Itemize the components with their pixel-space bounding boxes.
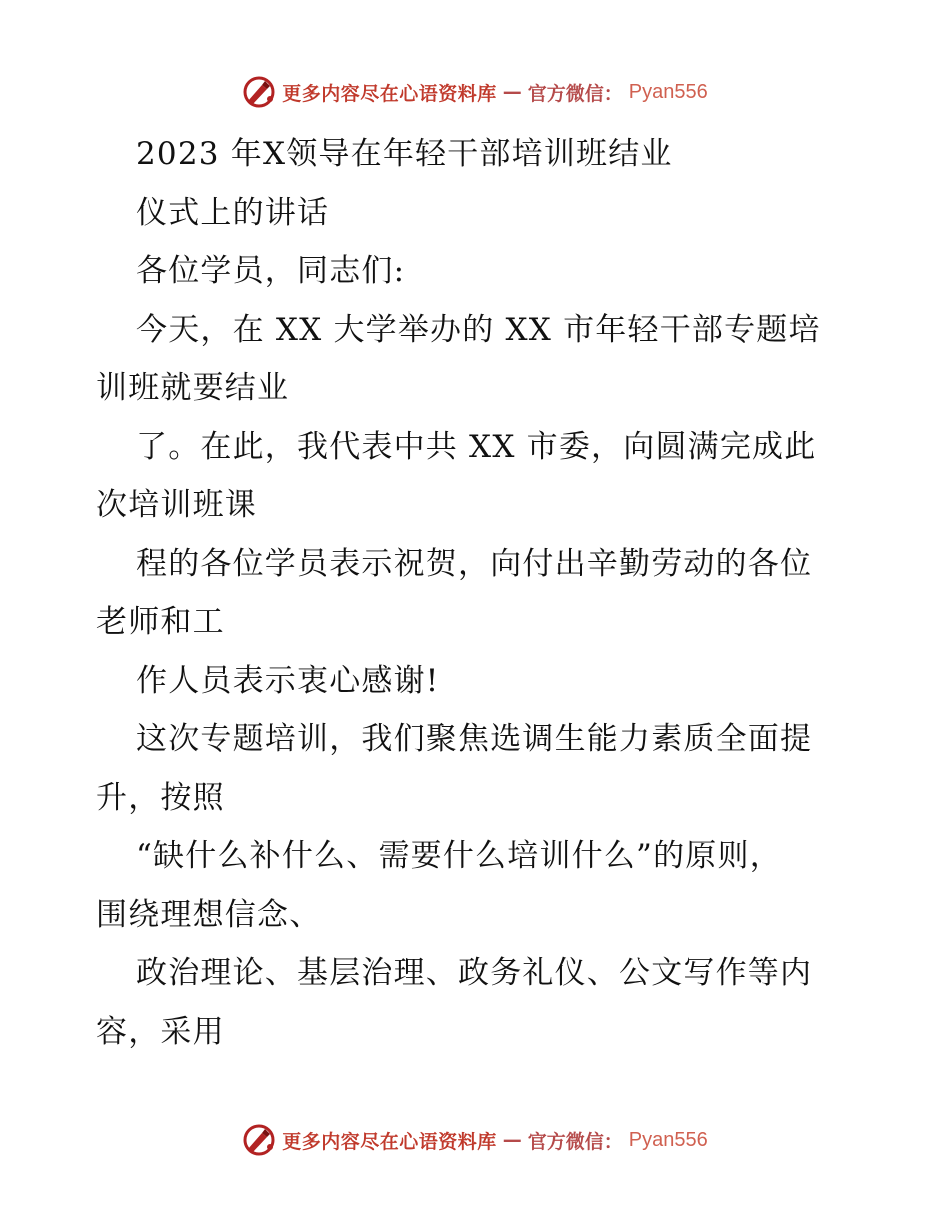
doc-line: 程的各位学员表示祝贺，向付出辛勤劳动的各位	[136, 545, 813, 582]
footer-watermark	[0, 1120, 950, 1160]
document-body	[96, 125, 856, 1061]
doc-line: 仪式上的讲话	[136, 194, 330, 231]
doc-line: 围绕理想信念、	[96, 896, 322, 933]
doc-line: 次培训班课	[96, 487, 257, 523]
doc-line: 作人员表示衷心感谢!	[136, 662, 440, 699]
watermark-dash: —	[502, 1129, 522, 1151]
watermark-wechat-id: Pyan556	[628, 80, 708, 103]
doc-line: “缺什么补什么、需要什么培训什么”的原则，	[136, 838, 782, 874]
doc-line: 老师和工	[96, 604, 225, 640]
doc-line: 这次专题培训，我们聚焦选调生能力素质全面提	[136, 721, 813, 757]
doc-line: 容，采用	[96, 1013, 225, 1050]
doc-line: 训班就要结业	[96, 370, 290, 406]
doc-line: 了。在此，我代表中共 XX 市委，向圆满完成此	[136, 428, 817, 465]
watermark-slogan: 更多内容尽在心语资料库	[282, 1130, 497, 1153]
pen-logo-icon	[242, 75, 276, 109]
doc-line: 今天，在 XX 大学举办的 XX 市年轻干部专题培	[136, 311, 821, 348]
doc-line: 各位学员，同志们:	[136, 253, 406, 289]
watermark-wechat-id: Pyan556	[628, 1128, 708, 1151]
watermark-dash: —	[502, 81, 522, 103]
header-watermark	[0, 72, 950, 112]
watermark-wechat-label: 官方微信：	[527, 1130, 623, 1153]
doc-line: 2023 年X领导在年轻干部培训班结业	[136, 136, 673, 172]
doc-line: 升，按照	[96, 779, 225, 816]
watermark-slogan: 更多内容尽在心语资料库	[282, 82, 497, 105]
watermark-wechat-label: 官方微信：	[527, 82, 623, 105]
pen-logo-icon	[242, 1123, 276, 1157]
doc-line: 政治理论、基层治理、政务礼仪、公文写作等内	[136, 955, 813, 991]
